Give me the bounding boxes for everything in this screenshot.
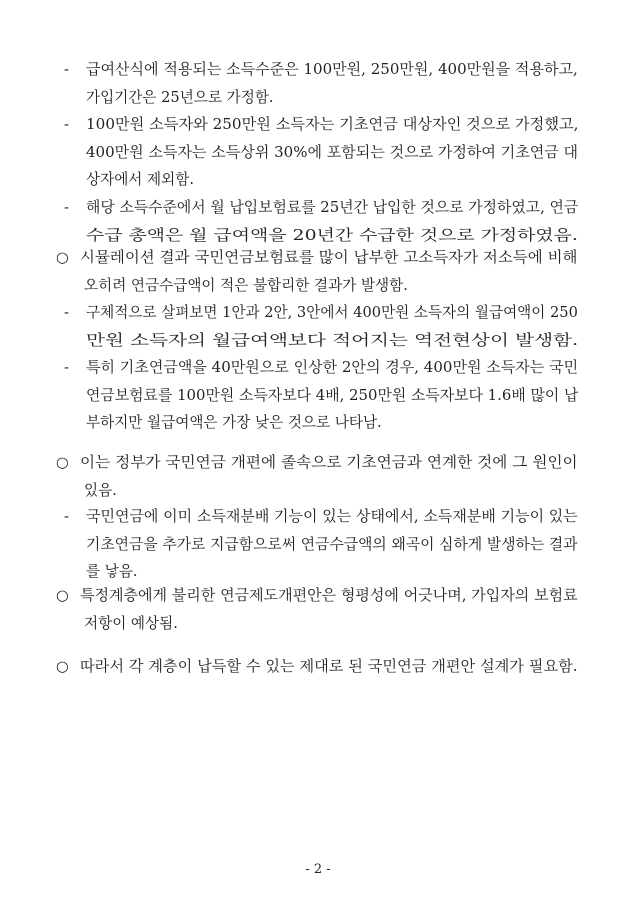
text-line: 해당 소득수준에서 월 납입보험료를 25년간 납입한 것으로 가정하였고, 연금 xyxy=(86,199,579,216)
text-line: 급여산식에 적용되는 소득수준은 100만원, 250만원, 400만원을 적용하고, xyxy=(86,61,578,78)
page-number: - 2 - xyxy=(305,862,331,877)
text-line: 100만원 소득자와 250만원 소득자는 기초연금 대상자인 것으로 가정했고, xyxy=(86,116,579,133)
bullet-circle-icon: ○ xyxy=(56,454,69,471)
text-line: 이는 정부가 국민연금 개편에 졸속으로 기초연금과 연계한 것에 그 원인이 xyxy=(80,454,578,471)
bullet-circle-icon: ○ xyxy=(56,587,69,604)
text-line: 만원 소득자의 월급여액보다 적어지는 역전현상이 발생함. xyxy=(86,331,579,349)
text-line: 를 낳음. xyxy=(86,563,138,581)
text-line: 시뮬레이션 결과 국민연금보험료를 많이 납부한 고소득자가 저소득에 비해 xyxy=(80,249,578,266)
text-line: 특히 기초연금액을 40만원으로 인상한 2안의 경우, 400만원 소득자는 국민 xyxy=(86,359,579,376)
text-line: 기초연금을 추가로 지급함으로써 연금수급액의 왜곡이 심하게 발생하는 결과 xyxy=(86,535,578,553)
text-line: 있음. xyxy=(84,481,117,499)
bullet-dash-icon: - xyxy=(64,304,69,321)
bullet-circle-icon: ○ xyxy=(56,249,69,266)
text-line: 구체적으로 살펴보면 1안과 2안, 3안에서 400만원 소득자의 월급여액이 250 xyxy=(86,304,578,321)
text-line: 가입기간은 25년으로 가정함. xyxy=(86,88,274,106)
text-line: 상자에서 제외함. xyxy=(86,171,194,189)
text-line: 수급 총액은 월 급여액을 20년간 수급한 것으로 가정하였음. xyxy=(86,226,578,244)
text-line: 저항이 예상됨. xyxy=(84,614,178,632)
text-line: 따라서 각 계층이 납득할 수 있는 제대로 된 국민연금 개편안 설계가 필요함. xyxy=(80,658,578,675)
bullet-circle-icon: ○ xyxy=(56,658,69,675)
bullet-dash-icon: - xyxy=(64,61,69,78)
text-line: 400만원 소득자는 소득상위 30%에 포함되는 것으로 가정하여 기초연금 대 xyxy=(86,143,579,161)
text-line: 특정계층에게 불리한 연금제도개편안은 형평성에 어긋나며, 가입자의 보험료 xyxy=(80,587,578,604)
bullet-dash-icon: - xyxy=(64,116,69,133)
text-line: 연금보험료를 100만원 소득자보다 4배, 250만원 소득자보다 1.6배 많이 납 xyxy=(86,386,579,404)
bullet-dash-icon: - xyxy=(64,508,69,525)
bullet-dash-icon: - xyxy=(64,199,69,216)
bullet-dash-icon: - xyxy=(64,359,69,376)
text-line: 국민연금에 이미 소득재분배 기능이 있는 상태에서, 소득재분배 기능이 있는 xyxy=(86,508,578,525)
text-line: 부하지만 월급여액은 가장 낮은 것으로 나타남. xyxy=(86,414,382,432)
text-line: 오히려 연금수급액이 적은 불합리한 결과가 발생함. xyxy=(84,276,408,294)
